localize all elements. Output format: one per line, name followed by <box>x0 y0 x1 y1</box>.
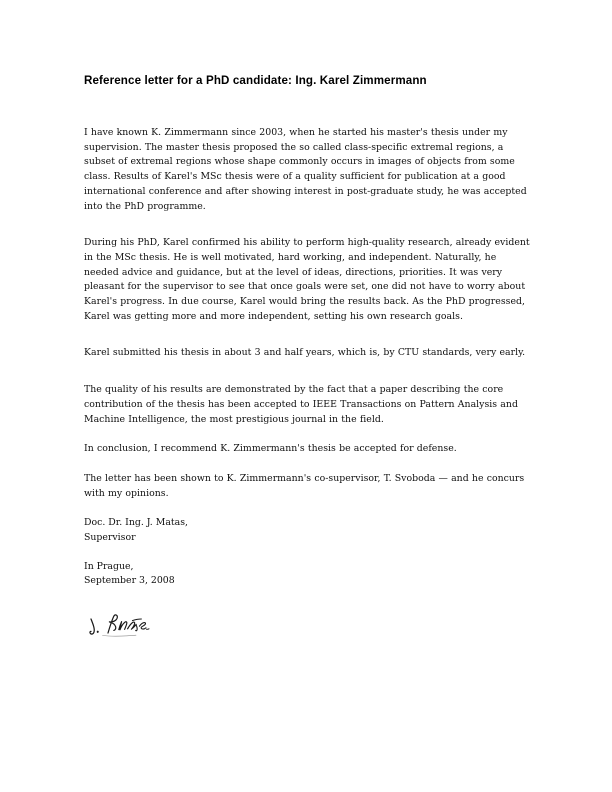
handwritten-signature <box>84 605 234 645</box>
paragraph-phd-progress: During his PhD, Karel confirmed his ability to perform high-quality research, already evident in the MSc thesis. He is well motivated, hard working, and independent. Naturally, he needed advice and guidance, but at the level of ideas, directions, priorities. It was very pleasant for the supervisor to see that once goals were set, one did not have to worry about Karel's progress. In due course, Karel would bring the results back. As the PhD progressed, Karel was getting more and more independent, setting his own research goals. <box>84 237 530 322</box>
paragraph-conclusion: In conclusion, I recommend K. Zimmermann's thesis be accepted for defense. <box>84 443 457 455</box>
letter-content <box>84 74 532 645</box>
signer-role: Supervisor <box>84 532 136 544</box>
date-line: September 3, 2008 <box>84 575 175 587</box>
signer-identity <box>84 516 532 545</box>
signature-block <box>84 516 532 645</box>
place-and-date <box>84 560 532 589</box>
paragraph-intro: I have known K. Zimmermann since 2003, when he started his master's thesis under my supervision. The master thesis proposed the so called class-specific extremal regions, a subset of extremal regions whose shape commonly occurs in images of objects from some class. Results of Karel's MSc thesis were of a quality sufficient for publication at a good international conference and after showing interest in post-graduate study, he was accepted into the PhD programme. <box>84 127 527 212</box>
paragraph-publication-quality: The quality of his results are demonstrated by the fact that a paper describing the core contribution of the thesis has been accepted to IEEE Transactions on Pattern Analysis and Machine Intelligence, the most prestigious journal in the field. <box>84 384 518 425</box>
page-title: Reference letter for a PhD candidate: Ing. Karel Zimmermann <box>84 74 427 87</box>
letter-body <box>84 126 532 501</box>
signer-name: Doc. Dr. Ing. J. Matas, <box>84 517 188 529</box>
place-line: In Prague, <box>84 560 134 572</box>
paragraph-thesis-submission: Karel submitted his thesis in about 3 and half years, which is, by CTU standards, very early. <box>84 347 526 359</box>
paragraph-cosupervisor: The letter has been shown to K. Zimmermann's co-supervisor, T. Svoboda — and he concurs with my opinions. <box>84 472 525 499</box>
